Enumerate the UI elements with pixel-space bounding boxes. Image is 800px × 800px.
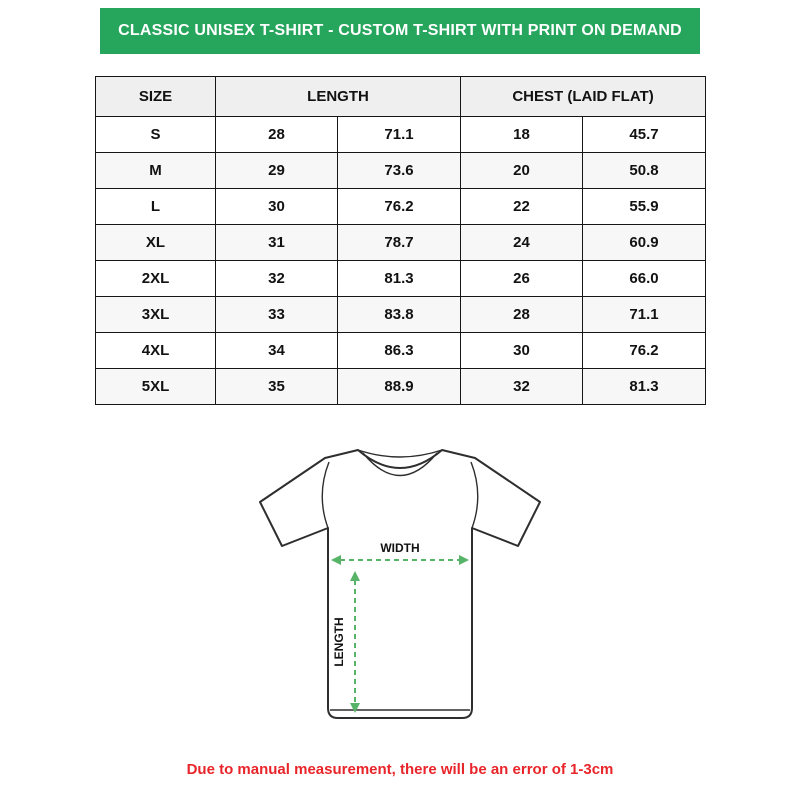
chest-cm-cell: 60.9 (583, 225, 706, 261)
col-header-length: LENGTH (216, 77, 461, 117)
tshirt-outline (260, 450, 540, 718)
size-cell: 3XL (96, 297, 216, 333)
chest-in-cell: 22 (461, 189, 583, 225)
chest-in-cell: 28 (461, 297, 583, 333)
chest-cm-cell: 66.0 (583, 261, 706, 297)
length-cm-cell: 83.8 (338, 297, 461, 333)
length-in-cell: 33 (216, 297, 338, 333)
chest-cm-cell: 81.3 (583, 369, 706, 405)
length-cm-cell: 73.6 (338, 153, 461, 189)
tshirt-diagram (250, 440, 550, 745)
size-cell: 5XL (96, 369, 216, 405)
length-cm-cell: 86.3 (338, 333, 461, 369)
length-cm-cell: 78.7 (338, 225, 461, 261)
table-row-2xl (96, 261, 706, 297)
size-cell: 4XL (96, 333, 216, 369)
width-label: WIDTH (380, 541, 420, 555)
tshirt-diagram-svg (250, 440, 550, 745)
length-cm-cell: 81.3 (338, 261, 461, 297)
col-header-chest: CHEST (LAID FLAT) (461, 77, 706, 117)
length-cm-cell: 88.9 (338, 369, 461, 405)
chest-in-cell: 30 (461, 333, 583, 369)
table-header-row (96, 77, 706, 117)
size-cell: L (96, 189, 216, 225)
chest-in-cell: 32 (461, 369, 583, 405)
chest-cm-cell: 71.1 (583, 297, 706, 333)
collar-back-seam (358, 450, 442, 457)
col-header-size: SIZE (96, 77, 216, 117)
length-in-cell: 29 (216, 153, 338, 189)
table-row-l (96, 189, 706, 225)
length-label: LENGTH (332, 617, 346, 667)
banner (100, 8, 700, 54)
length-in-cell: 31 (216, 225, 338, 261)
length-cm-cell: 76.2 (338, 189, 461, 225)
table-row-3xl (96, 297, 706, 333)
table-row-4xl (96, 333, 706, 369)
chest-in-cell: 26 (461, 261, 583, 297)
chest-in-cell: 20 (461, 153, 583, 189)
size-cell: S (96, 117, 216, 153)
length-in-cell: 32 (216, 261, 338, 297)
size-cell: XL (96, 225, 216, 261)
table-row-5xl (96, 369, 706, 405)
chest-in-cell: 18 (461, 117, 583, 153)
table-row-s (96, 117, 706, 153)
chest-cm-cell: 55.9 (583, 189, 706, 225)
chest-in-cell: 24 (461, 225, 583, 261)
length-in-cell: 30 (216, 189, 338, 225)
banner-title: CLASSIC UNISEX T-SHIRT - CUSTOM T-SHIRT WITH PRINT ON DEMAND (118, 22, 682, 39)
chest-cm-cell: 45.7 (583, 117, 706, 153)
size-chart-table (95, 76, 706, 405)
length-cm-cell: 71.1 (338, 117, 461, 153)
table-row-xl (96, 225, 706, 261)
length-in-cell: 35 (216, 369, 338, 405)
chest-cm-cell: 76.2 (583, 333, 706, 369)
size-cell: 2XL (96, 261, 216, 297)
length-in-cell: 28 (216, 117, 338, 153)
chest-cm-cell: 50.8 (583, 153, 706, 189)
size-cell: M (96, 153, 216, 189)
table-row-m (96, 153, 706, 189)
measurement-note: Due to manual measurement, there will be an error of 1-3cm (186, 761, 614, 778)
length-in-cell: 34 (216, 333, 338, 369)
